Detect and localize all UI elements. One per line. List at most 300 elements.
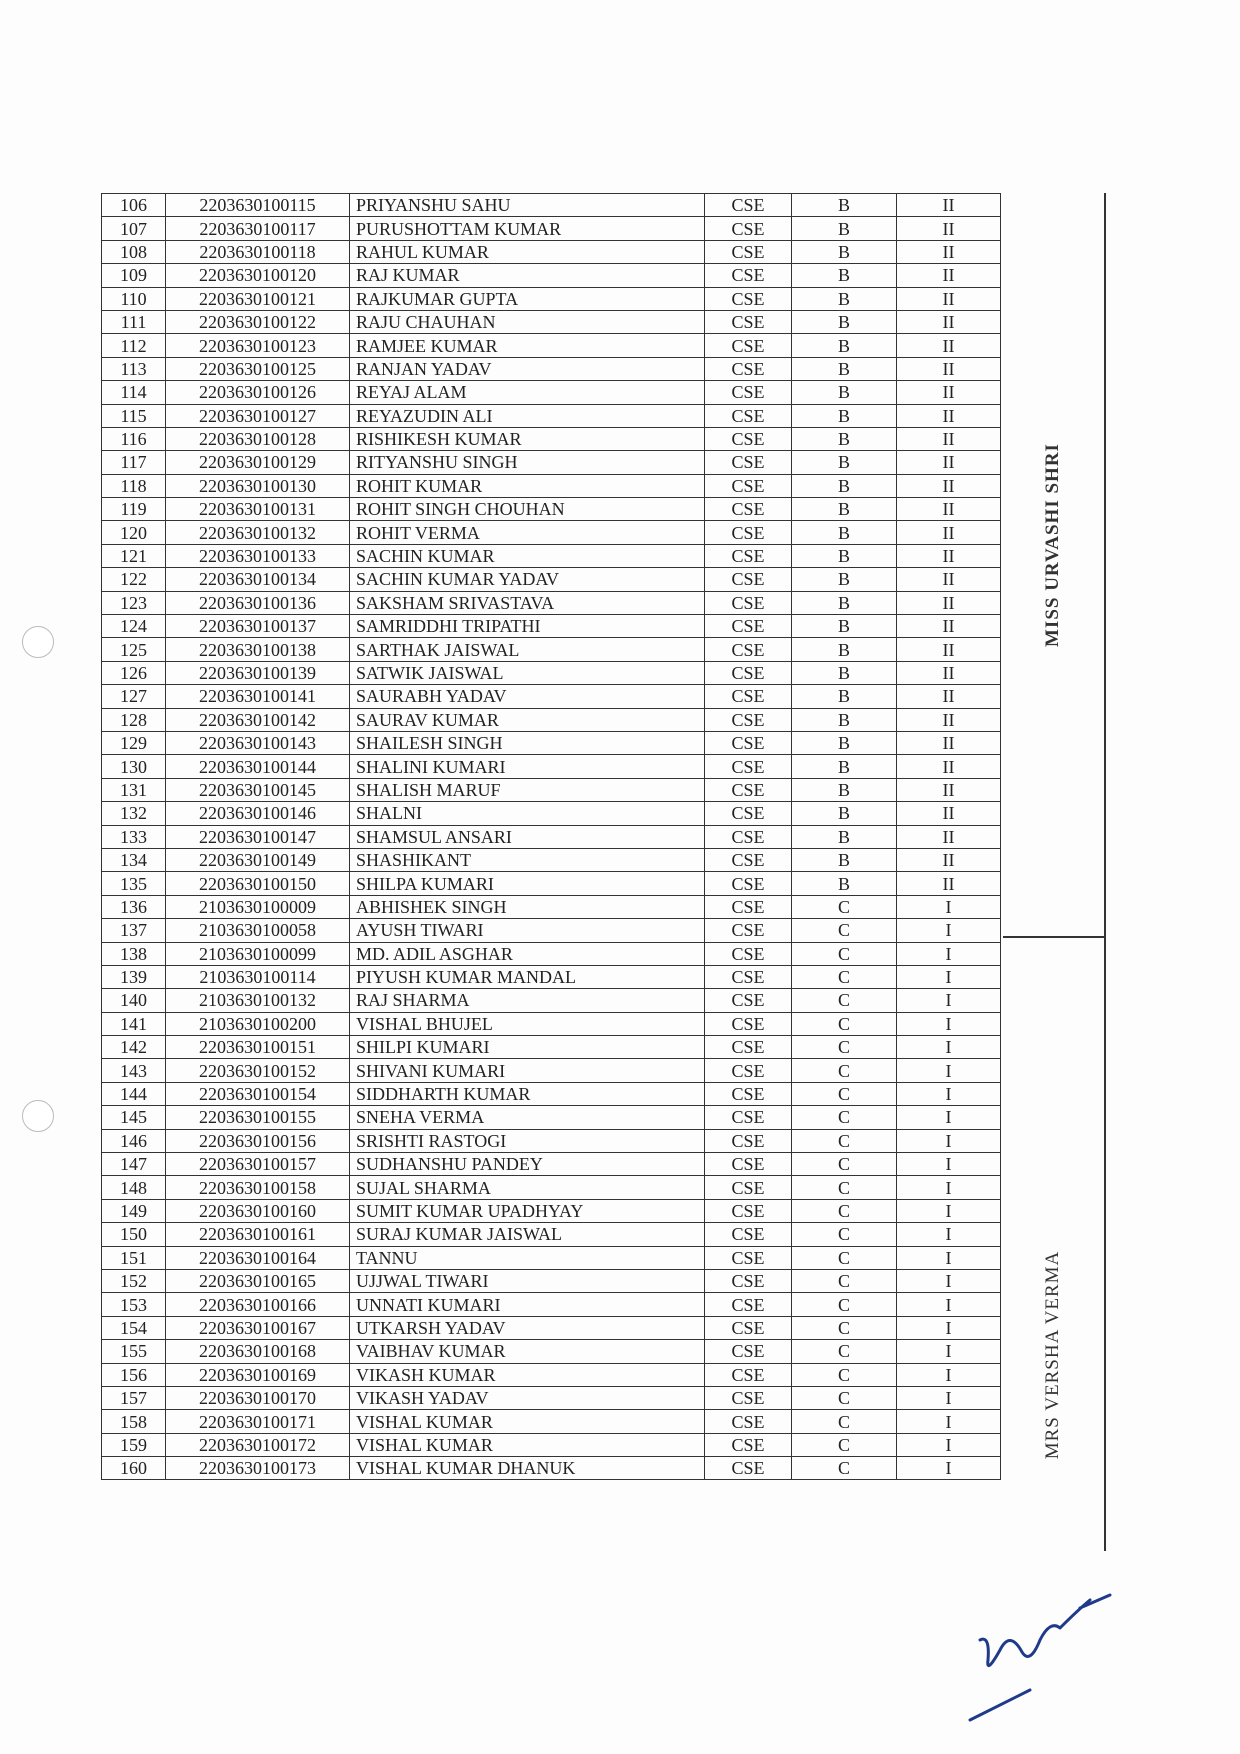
branch-cell: CSE: [705, 895, 792, 918]
student-name-cell: VIKASH YADAV: [350, 1386, 705, 1409]
student-name-cell: PURUSHOTTAM KUMAR: [350, 217, 705, 240]
serial-number-cell: 133: [102, 825, 166, 848]
roll-number-cell: 2203630100156: [166, 1129, 350, 1152]
table-row: [102, 1223, 1001, 1246]
serial-number-cell: 113: [102, 357, 166, 380]
serial-number-cell: 112: [102, 334, 166, 357]
table-row: [102, 1433, 1001, 1456]
year-cell: I: [897, 1269, 1001, 1292]
year-cell: I: [897, 1340, 1001, 1363]
section-cell: C: [792, 895, 897, 918]
mentor-group-divider: [1003, 936, 1104, 938]
roll-number-cell: 2103630100114: [166, 965, 350, 988]
student-name-cell: UTKARSH YADAV: [350, 1316, 705, 1339]
year-cell: II: [897, 872, 1001, 895]
table-row: [102, 1106, 1001, 1129]
roll-number-cell: 2203630100149: [166, 848, 350, 871]
year-cell: II: [897, 194, 1001, 217]
student-name-cell: SRISHTI RASTOGI: [350, 1129, 705, 1152]
branch-cell: CSE: [705, 1433, 792, 1456]
punch-hole: [22, 626, 54, 658]
serial-number-cell: 141: [102, 1012, 166, 1035]
year-cell: II: [897, 568, 1001, 591]
branch-cell: CSE: [705, 778, 792, 801]
student-name-cell: ABHISHEK SINGH: [350, 895, 705, 918]
student-name-cell: MD. ADIL ASGHAR: [350, 942, 705, 965]
roll-number-cell: 2203630100117: [166, 217, 350, 240]
roll-number-cell: 2203630100136: [166, 591, 350, 614]
serial-number-cell: 118: [102, 474, 166, 497]
table-row: [102, 661, 1001, 684]
student-name-cell: SHILPI KUMARI: [350, 1036, 705, 1059]
student-name-cell: VISHAL BHUJEL: [350, 1012, 705, 1035]
student-name-cell: RAJKUMAR GUPTA: [350, 287, 705, 310]
serial-number-cell: 131: [102, 778, 166, 801]
roll-number-cell: 2203630100167: [166, 1316, 350, 1339]
year-cell: II: [897, 708, 1001, 731]
branch-cell: CSE: [705, 1153, 792, 1176]
year-cell: I: [897, 1316, 1001, 1339]
table-row: [102, 1153, 1001, 1176]
branch-cell: CSE: [705, 334, 792, 357]
section-cell: B: [792, 334, 897, 357]
serial-number-cell: 158: [102, 1410, 166, 1433]
roll-number-cell: 2103630100009: [166, 895, 350, 918]
roll-number-cell: 2203630100139: [166, 661, 350, 684]
branch-cell: CSE: [705, 1293, 792, 1316]
branch-cell: CSE: [705, 1036, 792, 1059]
year-cell: I: [897, 1106, 1001, 1129]
student-name-cell: PRIYANSHU SAHU: [350, 194, 705, 217]
branch-cell: CSE: [705, 731, 792, 754]
student-name-cell: RISHIKESH KUMAR: [350, 427, 705, 450]
serial-number-cell: 111: [102, 310, 166, 333]
year-cell: I: [897, 1153, 1001, 1176]
table-row: [102, 615, 1001, 638]
branch-cell: CSE: [705, 568, 792, 591]
year-cell: II: [897, 217, 1001, 240]
section-cell: B: [792, 755, 897, 778]
table-row: [102, 1176, 1001, 1199]
student-name-cell: AYUSH TIWARI: [350, 919, 705, 942]
year-cell: I: [897, 1293, 1001, 1316]
section-cell: B: [792, 264, 897, 287]
year-cell: I: [897, 1433, 1001, 1456]
branch-cell: CSE: [705, 1176, 792, 1199]
serial-number-cell: 122: [102, 568, 166, 591]
roll-number-cell: 2203630100150: [166, 872, 350, 895]
student-name-cell: ROHIT SINGH CHOUHAN: [350, 498, 705, 521]
serial-number-cell: 140: [102, 989, 166, 1012]
serial-number-cell: 129: [102, 731, 166, 754]
serial-number-cell: 160: [102, 1457, 166, 1480]
serial-number-cell: 109: [102, 264, 166, 287]
year-cell: II: [897, 404, 1001, 427]
branch-cell: CSE: [705, 685, 792, 708]
year-cell: II: [897, 451, 1001, 474]
roll-number-cell: 2203630100169: [166, 1363, 350, 1386]
student-name-cell: VISHAL KUMAR: [350, 1410, 705, 1433]
roll-number-cell: 2203630100160: [166, 1199, 350, 1222]
table-row: [102, 357, 1001, 380]
signature-icon: [960, 1580, 1140, 1730]
year-cell: II: [897, 310, 1001, 333]
student-name-cell: VAIBHAV KUMAR: [350, 1340, 705, 1363]
roll-number-cell: 2203630100132: [166, 521, 350, 544]
table-row: [102, 848, 1001, 871]
roll-number-cell: 2103630100200: [166, 1012, 350, 1035]
serial-number-cell: 114: [102, 381, 166, 404]
section-cell: C: [792, 1386, 897, 1409]
student-name-cell: SUJAL SHARMA: [350, 1176, 705, 1199]
roll-number-cell: 2203630100133: [166, 544, 350, 567]
student-name-cell: SACHIN KUMAR: [350, 544, 705, 567]
serial-number-cell: 138: [102, 942, 166, 965]
table-row: [102, 825, 1001, 848]
branch-cell: CSE: [705, 708, 792, 731]
table-row: [102, 427, 1001, 450]
section-cell: B: [792, 731, 897, 754]
student-name-cell: SARTHAK JAISWAL: [350, 638, 705, 661]
branch-cell: CSE: [705, 474, 792, 497]
roll-number-cell: 2203630100157: [166, 1153, 350, 1176]
year-cell: II: [897, 661, 1001, 684]
roll-number-cell: 2203630100166: [166, 1293, 350, 1316]
section-cell: C: [792, 1363, 897, 1386]
year-cell: I: [897, 1129, 1001, 1152]
serial-number-cell: 124: [102, 615, 166, 638]
section-cell: C: [792, 989, 897, 1012]
branch-cell: CSE: [705, 1363, 792, 1386]
roll-number-cell: 2203630100165: [166, 1269, 350, 1292]
student-name-cell: ROHIT KUMAR: [350, 474, 705, 497]
branch-cell: CSE: [705, 1269, 792, 1292]
year-cell: II: [897, 825, 1001, 848]
year-cell: II: [897, 615, 1001, 638]
serial-number-cell: 159: [102, 1433, 166, 1456]
serial-number-cell: 152: [102, 1269, 166, 1292]
year-cell: II: [897, 778, 1001, 801]
student-name-cell: SAKSHAM SRIVASTAVA: [350, 591, 705, 614]
year-cell: I: [897, 1036, 1001, 1059]
roll-number-cell: 2203630100120: [166, 264, 350, 287]
year-cell: II: [897, 685, 1001, 708]
section-cell: B: [792, 802, 897, 825]
mentor-column-right-border: [1104, 193, 1106, 1551]
year-cell: I: [897, 1457, 1001, 1480]
roll-number-cell: 2203630100125: [166, 357, 350, 380]
serial-number-cell: 151: [102, 1246, 166, 1269]
section-cell: B: [792, 825, 897, 848]
student-name-cell: SHILPA KUMARI: [350, 872, 705, 895]
roll-number-cell: 2203630100121: [166, 287, 350, 310]
branch-cell: CSE: [705, 1106, 792, 1129]
year-cell: II: [897, 240, 1001, 263]
section-cell: B: [792, 661, 897, 684]
section-cell: C: [792, 1246, 897, 1269]
section-cell: C: [792, 1293, 897, 1316]
year-cell: II: [897, 638, 1001, 661]
student-name-cell: REYAJ ALAM: [350, 381, 705, 404]
table-row: [102, 1363, 1001, 1386]
year-cell: I: [897, 1012, 1001, 1035]
section-cell: C: [792, 1129, 897, 1152]
branch-cell: CSE: [705, 427, 792, 450]
serial-number-cell: 150: [102, 1223, 166, 1246]
table-row: [102, 1340, 1001, 1363]
table-row: [102, 1059, 1001, 1082]
serial-number-cell: 137: [102, 919, 166, 942]
table-row: [102, 240, 1001, 263]
roll-number-cell: 2203630100123: [166, 334, 350, 357]
branch-cell: CSE: [705, 872, 792, 895]
section-cell: C: [792, 919, 897, 942]
table-row: [102, 544, 1001, 567]
roll-number-cell: 2203630100142: [166, 708, 350, 731]
year-cell: II: [897, 287, 1001, 310]
year-cell: II: [897, 264, 1001, 287]
student-name-cell: SHAMSUL ANSARI: [350, 825, 705, 848]
year-cell: I: [897, 895, 1001, 918]
roll-number-cell: 2203630100173: [166, 1457, 350, 1480]
table-row: [102, 591, 1001, 614]
branch-cell: CSE: [705, 451, 792, 474]
table-row: [102, 731, 1001, 754]
year-cell: II: [897, 334, 1001, 357]
roll-number-cell: 2103630100058: [166, 919, 350, 942]
student-name-cell: ROHIT VERMA: [350, 521, 705, 544]
serial-number-cell: 145: [102, 1106, 166, 1129]
table-row: [102, 895, 1001, 918]
branch-cell: CSE: [705, 1386, 792, 1409]
roll-number-cell: 2203630100171: [166, 1410, 350, 1433]
roll-number-cell: 2203630100131: [166, 498, 350, 521]
section-cell: C: [792, 1410, 897, 1433]
student-name-cell: SAURAV KUMAR: [350, 708, 705, 731]
roll-number-cell: 2203630100143: [166, 731, 350, 754]
table-row: [102, 310, 1001, 333]
branch-cell: CSE: [705, 264, 792, 287]
section-cell: B: [792, 778, 897, 801]
section-cell: B: [792, 708, 897, 731]
section-cell: C: [792, 1012, 897, 1035]
table-row: [102, 755, 1001, 778]
serial-number-cell: 107: [102, 217, 166, 240]
student-name-cell: SUDHANSHU PANDEY: [350, 1153, 705, 1176]
serial-number-cell: 135: [102, 872, 166, 895]
branch-cell: CSE: [705, 194, 792, 217]
section-cell: C: [792, 1199, 897, 1222]
student-name-cell: SHAILESH SINGH: [350, 731, 705, 754]
table-row: [102, 498, 1001, 521]
serial-number-cell: 117: [102, 451, 166, 474]
roll-number-cell: 2203630100154: [166, 1082, 350, 1105]
year-cell: II: [897, 848, 1001, 871]
table-row: [102, 568, 1001, 591]
table-row: [102, 474, 1001, 497]
table-row: [102, 872, 1001, 895]
student-name-cell: VISHAL KUMAR: [350, 1433, 705, 1456]
table-row: [102, 334, 1001, 357]
roll-number-cell: 2203630100118: [166, 240, 350, 263]
table-row: [102, 287, 1001, 310]
student-name-cell: SIDDHARTH KUMAR: [350, 1082, 705, 1105]
roll-number-cell: 2203630100115: [166, 194, 350, 217]
student-name-cell: SNEHA VERMA: [350, 1106, 705, 1129]
branch-cell: CSE: [705, 240, 792, 263]
roll-number-cell: 2203630100134: [166, 568, 350, 591]
year-cell: I: [897, 1223, 1001, 1246]
section-cell: C: [792, 1059, 897, 1082]
student-name-cell: RANJAN YADAV: [350, 357, 705, 380]
roll-number-cell: 2203630100129: [166, 451, 350, 474]
serial-number-cell: 157: [102, 1386, 166, 1409]
student-name-cell: RITYANSHU SINGH: [350, 451, 705, 474]
student-roster-table: [101, 193, 1001, 1480]
roll-number-cell: 2203630100147: [166, 825, 350, 848]
serial-number-cell: 108: [102, 240, 166, 263]
section-cell: C: [792, 1153, 897, 1176]
student-name-cell: PIYUSH KUMAR MANDAL: [350, 965, 705, 988]
table-row: [102, 1457, 1001, 1480]
table-row: [102, 638, 1001, 661]
section-cell: B: [792, 287, 897, 310]
serial-number-cell: 106: [102, 194, 166, 217]
serial-number-cell: 143: [102, 1059, 166, 1082]
section-cell: B: [792, 404, 897, 427]
branch-cell: CSE: [705, 919, 792, 942]
roll-number-cell: 2203630100122: [166, 310, 350, 333]
table-row: [102, 1269, 1001, 1292]
student-name-cell: RAJ KUMAR: [350, 264, 705, 287]
serial-number-cell: 123: [102, 591, 166, 614]
serial-number-cell: 110: [102, 287, 166, 310]
year-cell: II: [897, 731, 1001, 754]
branch-cell: CSE: [705, 544, 792, 567]
year-cell: I: [897, 919, 1001, 942]
table-row: [102, 194, 1001, 217]
roll-number-cell: 2203630100144: [166, 755, 350, 778]
student-name-cell: REYAZUDIN ALI: [350, 404, 705, 427]
branch-cell: CSE: [705, 521, 792, 544]
section-cell: B: [792, 240, 897, 263]
branch-cell: CSE: [705, 825, 792, 848]
roll-number-cell: 2203630100161: [166, 1223, 350, 1246]
roll-number-cell: 2203630100164: [166, 1246, 350, 1269]
year-cell: II: [897, 802, 1001, 825]
branch-cell: CSE: [705, 965, 792, 988]
year-cell: II: [897, 427, 1001, 450]
roll-number-cell: 2103630100132: [166, 989, 350, 1012]
mentor-name-group-1: MISS URVASHI SHRI: [1042, 443, 1063, 647]
year-cell: I: [897, 1410, 1001, 1433]
table-row: [102, 404, 1001, 427]
section-cell: B: [792, 615, 897, 638]
table-row: [102, 1129, 1001, 1152]
section-cell: C: [792, 1106, 897, 1129]
student-name-cell: RAHUL KUMAR: [350, 240, 705, 263]
table-row: [102, 1012, 1001, 1035]
section-cell: C: [792, 965, 897, 988]
section-cell: B: [792, 544, 897, 567]
section-cell: C: [792, 1340, 897, 1363]
section-cell: B: [792, 591, 897, 614]
roll-number-cell: 2203630100172: [166, 1433, 350, 1456]
student-name-cell: SACHIN KUMAR YADAV: [350, 568, 705, 591]
table-row: [102, 217, 1001, 240]
serial-number-cell: 127: [102, 685, 166, 708]
branch-cell: CSE: [705, 1199, 792, 1222]
roll-number-cell: 2203630100138: [166, 638, 350, 661]
section-cell: B: [792, 685, 897, 708]
roll-number-cell: 2203630100151: [166, 1036, 350, 1059]
section-cell: B: [792, 638, 897, 661]
student-name-cell: SAMRIDDHI TRIPATHI: [350, 615, 705, 638]
section-cell: B: [792, 474, 897, 497]
table-row: [102, 1386, 1001, 1409]
branch-cell: CSE: [705, 287, 792, 310]
branch-cell: CSE: [705, 661, 792, 684]
year-cell: I: [897, 989, 1001, 1012]
serial-number-cell: 156: [102, 1363, 166, 1386]
student-name-cell: SAURABH YADAV: [350, 685, 705, 708]
serial-number-cell: 147: [102, 1153, 166, 1176]
section-cell: B: [792, 217, 897, 240]
year-cell: II: [897, 591, 1001, 614]
year-cell: II: [897, 521, 1001, 544]
serial-number-cell: 125: [102, 638, 166, 661]
branch-cell: CSE: [705, 1223, 792, 1246]
student-name-cell: SUMIT KUMAR UPADHYAY: [350, 1199, 705, 1222]
section-cell: C: [792, 1457, 897, 1480]
student-name-cell: SHALINI KUMARI: [350, 755, 705, 778]
roll-number-cell: 2203630100168: [166, 1340, 350, 1363]
section-cell: B: [792, 427, 897, 450]
section-cell: B: [792, 872, 897, 895]
year-cell: I: [897, 1199, 1001, 1222]
serial-number-cell: 116: [102, 427, 166, 450]
student-name-cell: RAMJEE KUMAR: [350, 334, 705, 357]
table-row: [102, 264, 1001, 287]
year-cell: II: [897, 381, 1001, 404]
roll-number-cell: 2203630100127: [166, 404, 350, 427]
branch-cell: CSE: [705, 357, 792, 380]
year-cell: II: [897, 498, 1001, 521]
section-cell: B: [792, 848, 897, 871]
branch-cell: CSE: [705, 989, 792, 1012]
serial-number-cell: 115: [102, 404, 166, 427]
roll-number-cell: 2203630100128: [166, 427, 350, 450]
section-cell: C: [792, 1316, 897, 1339]
table-row: [102, 1199, 1001, 1222]
branch-cell: CSE: [705, 217, 792, 240]
section-cell: B: [792, 451, 897, 474]
section-cell: B: [792, 521, 897, 544]
student-name-cell: SATWIK JAISWAL: [350, 661, 705, 684]
branch-cell: CSE: [705, 498, 792, 521]
year-cell: I: [897, 1176, 1001, 1199]
serial-number-cell: 144: [102, 1082, 166, 1105]
table-row: [102, 1246, 1001, 1269]
branch-cell: CSE: [705, 381, 792, 404]
section-cell: B: [792, 310, 897, 333]
branch-cell: CSE: [705, 1246, 792, 1269]
serial-number-cell: 153: [102, 1293, 166, 1316]
table-row: [102, 989, 1001, 1012]
section-cell: C: [792, 1082, 897, 1105]
student-name-cell: TANNU: [350, 1246, 705, 1269]
serial-number-cell: 128: [102, 708, 166, 731]
